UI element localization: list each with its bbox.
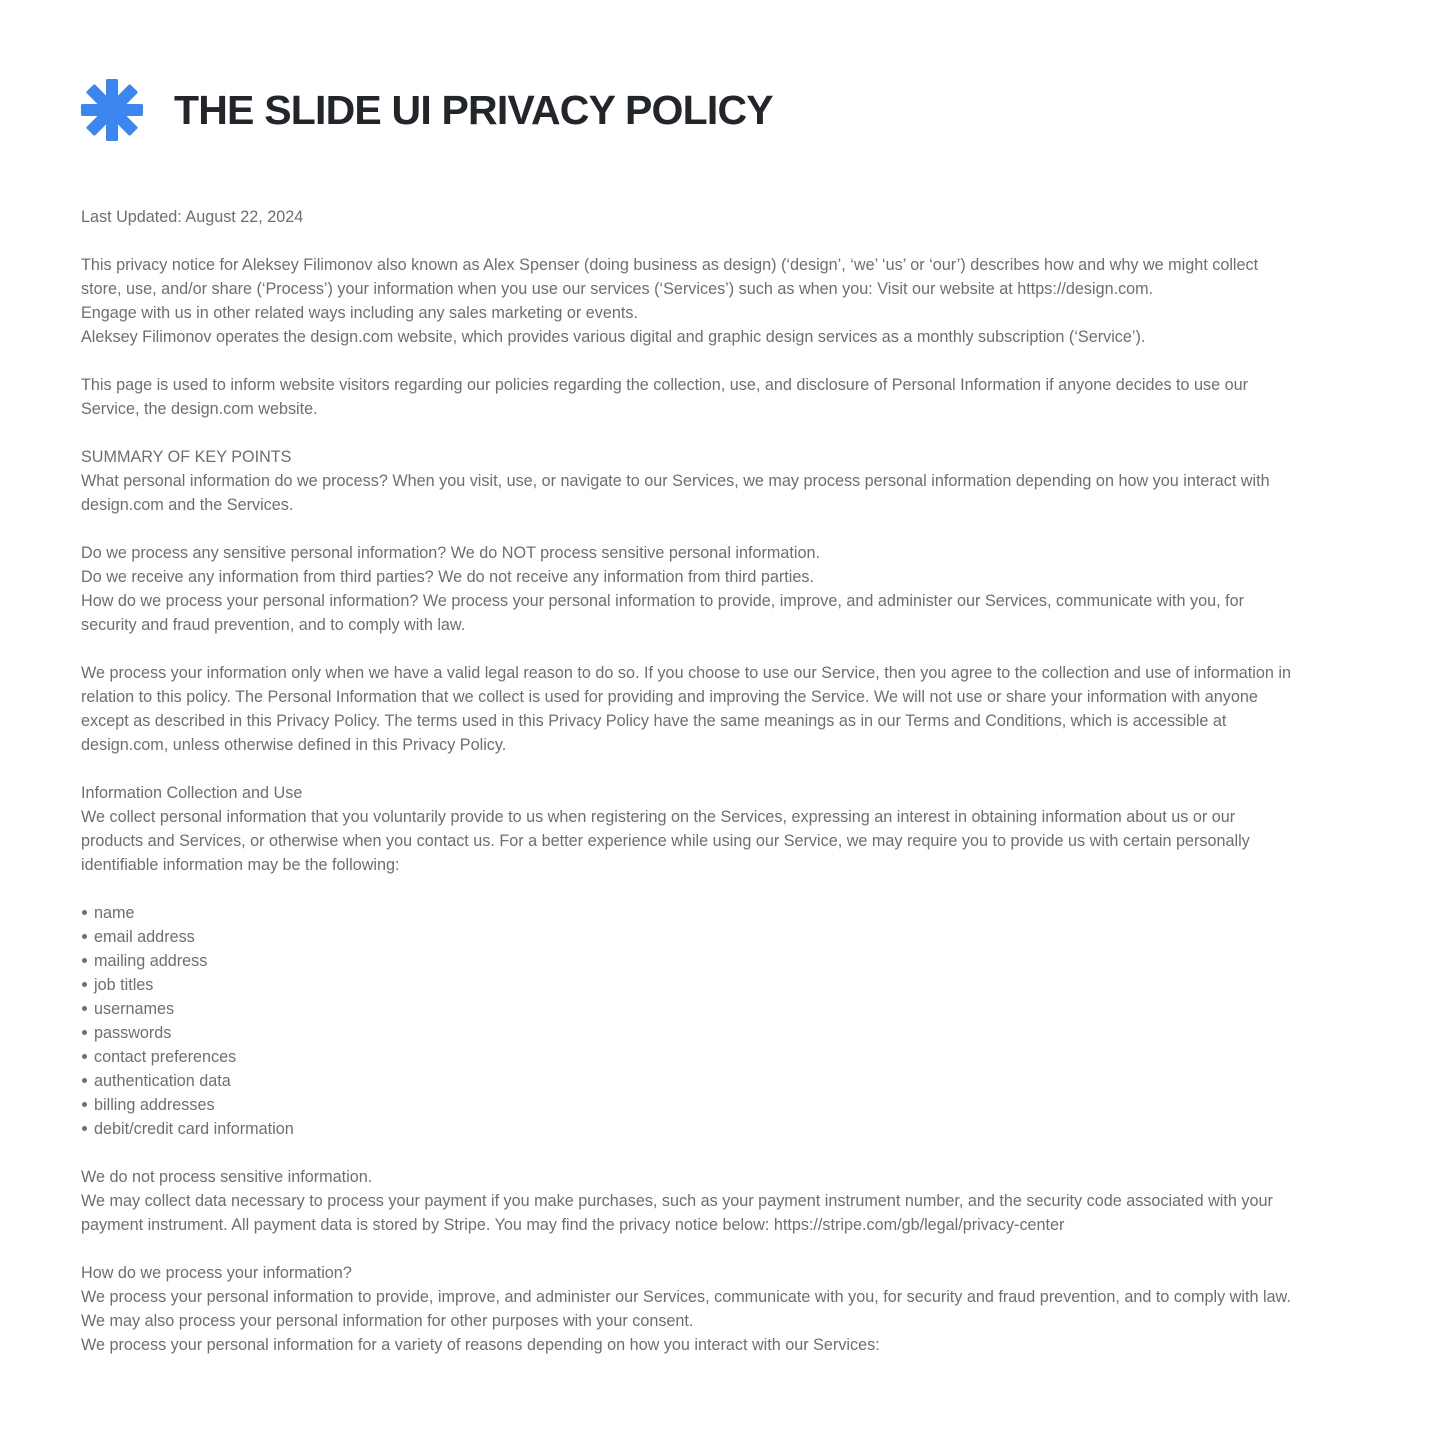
payment-line: We may collect data necessary to process your payment if you make purchases, such as your payment instrument number, and the security code associated with your [81,1192,1273,1210]
asterisk-icon [81,79,143,141]
summary-heading: SUMMARY OF KEY POINTS [81,448,292,466]
list-item-label: billing addresses [94,1096,215,1114]
questions-paragraph [81,541,1371,637]
policy-body [81,205,1371,1381]
bullet-icon [82,982,87,987]
intro-line: store, use, and/or share (‘Process’) your information when you use our services (‘Services’) such as when you: Visit our website at https://design.com. [81,280,1154,298]
bullet-icon [82,1078,87,1083]
processing-line: We may also process your personal information for other purposes with your consent. [81,1312,694,1330]
collection-line: products and Services, or otherwise when you contact us. For a better experience while using our Service, we may require you to provide us with certain personally [81,832,1250,850]
question-line: Do we receive any information from third parties? We do not receive any information from third parties. [81,568,814,586]
question-line: security and fraud prevention, and to comply with law. [81,616,466,634]
summary-line: What personal information do we process? When you visit, use, or navigate to our Services, we may process personal information depending on how you interact with [81,472,1270,490]
intro-line: This privacy notice for Aleksey Filimonov also known as Alex Spenser (doing business as design) (‘design’, ‘we’ ‘us’ or ‘our’) describes how and why we might collect [81,256,1259,274]
bullet-icon [82,1006,87,1011]
list-item [81,901,1371,925]
list-item-label: job titles [94,976,154,994]
list-item-label: authentication data [94,1072,231,1090]
list-item [81,1093,1371,1117]
intro-line: Aleksey Filimonov operates the design.com website, which provides various digital and graphic design services as a monthly subscription (‘Service’). [81,328,1146,346]
list-item [81,925,1371,949]
legal-reason-line: except as described in this Privacy Policy. The terms used in this Privacy Policy have the same meanings as in our Terms and Conditions, which is accessible at [81,712,1227,730]
legal-reason-line: We process your information only when we have a valid legal reason to do so. If you choose to use our Service, then you agree to the collection and use of information in [81,664,1291,682]
bullet-icon [82,910,87,915]
bullet-icon [82,934,87,939]
payment-paragraph [81,1165,1371,1237]
bullet-icon [82,1126,87,1131]
processing-line: We process your personal information to provide, improve, and administer our Services, communicate with you, for security and fraud prevention, and to comply with law. [81,1288,1291,1306]
page-header [81,78,773,142]
processing-paragraph [81,1261,1371,1357]
page-title: THE SLIDE UI PRIVACY POLICY [174,86,773,133]
list-item [81,1117,1371,1141]
legal-reason-line: design.com, unless otherwise defined in this Privacy Policy. [81,736,507,754]
purpose-line: Service, the design.com website. [81,400,318,418]
list-item [81,1045,1371,1069]
processing-line: We process your personal information for a variety of reasons depending on how you interact with our Services: [81,1336,880,1354]
list-item-label: email address [94,928,195,946]
list-item-label: name [94,904,135,922]
list-item-label: passwords [94,1024,172,1042]
bullet-icon [82,1054,87,1059]
question-line: Do we process any sensitive personal information? We do NOT process sensitive personal information. [81,544,820,562]
list-item [81,973,1371,997]
intro-line: Engage with us in other related ways including any sales marketing or events. [81,304,638,322]
list-item [81,997,1371,1021]
intro-paragraph [81,253,1371,349]
list-item-label: mailing address [94,952,208,970]
list-item [81,1069,1371,1093]
last-updated [81,205,1371,229]
bullet-icon [82,958,87,963]
list-item [81,949,1371,973]
payment-line: payment instrument. All payment data is stored by Stripe. You may find the privacy notice below: https://stripe.com/gb/legal/privacy-center [81,1216,1065,1234]
collection-paragraph [81,781,1371,877]
list-item-label: debit/credit card information [94,1120,294,1138]
list-item-label: usernames [94,1000,175,1018]
last-updated-text: Last Updated: August 22, 2024 [81,208,304,226]
summary-paragraph [81,445,1371,517]
bullet-icon [82,1102,87,1107]
collection-line: We collect personal information that you voluntarily provide to us when registering on the Services, expressing an interest in obtaining information about us or our [81,808,1236,826]
bullet-icon [82,1030,87,1035]
payment-line: We do not process sensitive information. [81,1168,373,1186]
legal-reason-line: relation to this policy. The Personal Information that we collect is used for providing and improving the Service. We will not use or share your information with anyone [81,688,1258,706]
list-item-label: contact preferences [94,1048,237,1066]
legal-reason-paragraph [81,661,1371,757]
collection-heading: Information Collection and Use [81,784,303,802]
summary-line: design.com and the Services. [81,496,294,514]
collection-line: identifiable information may be the following: [81,856,400,874]
data-items-list [81,901,1371,1141]
purpose-paragraph [81,373,1371,421]
purpose-line: This page is used to inform website visitors regarding our policies regarding the collection, use, and disclosure of Personal Information if anyone decides to use our [81,376,1249,394]
list-item [81,1021,1371,1045]
question-line: How do we process your personal information? We process your personal information to provide, improve, and administer our Services, communicate with you, for [81,592,1245,610]
processing-heading: How do we process your information? [81,1264,352,1282]
